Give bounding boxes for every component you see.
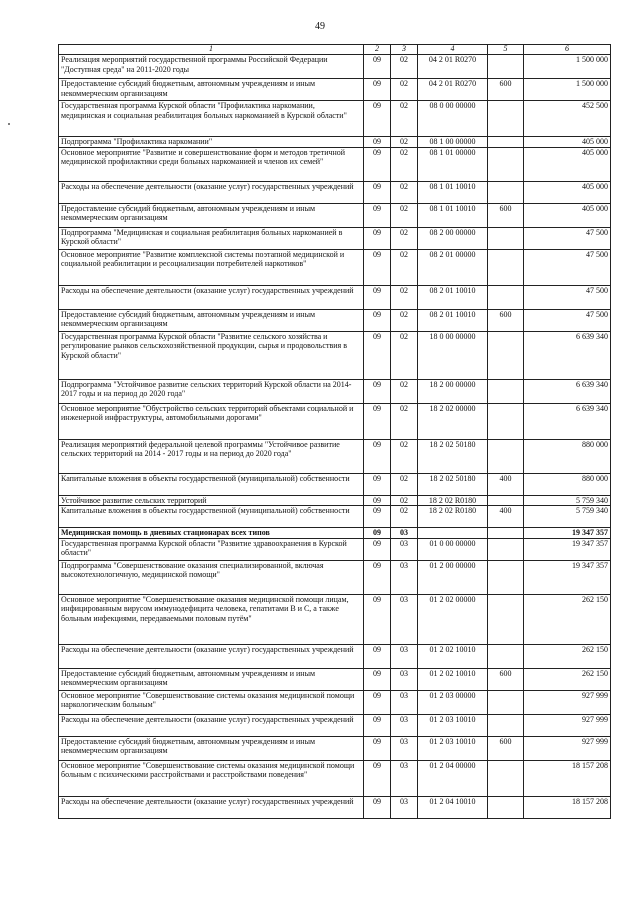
row-pr-cell: 02 (391, 439, 418, 473)
table-row (59, 379, 611, 403)
row-sum-cell: 880 000 (524, 439, 611, 473)
row-name-cell: Государственная программа Курской области "Развитие сельского хозяйства и регулирование рынков сельскохозяйственной продукции, сырья и продовольствия в Курской области" (59, 331, 364, 379)
row-pr-cell: 02 (391, 403, 418, 439)
row-sum-cell: 927 999 (524, 736, 611, 760)
row-sum-cell: 405 000 (524, 147, 611, 181)
table-row (59, 101, 611, 137)
row-csr-cell: 08 1 01 10010 (418, 181, 488, 203)
row-vr-cell (488, 594, 524, 644)
table-row (59, 147, 611, 181)
row-rz-cell: 09 (364, 137, 391, 148)
table-row (59, 644, 611, 668)
row-csr-cell: 08 1 00 00000 (418, 137, 488, 148)
table-row (59, 560, 611, 594)
row-sum-cell: 262 150 (524, 668, 611, 690)
row-sum-cell: 19 347 357 (524, 538, 611, 560)
row-rz-cell: 09 (364, 181, 391, 203)
table-row (59, 439, 611, 473)
row-vr-cell (488, 137, 524, 148)
row-csr-cell: 18 2 02 R0180 (418, 495, 488, 506)
row-csr-cell: 08 2 01 00000 (418, 249, 488, 285)
row-rz-cell: 09 (364, 594, 391, 644)
row-pr-cell: 02 (391, 227, 418, 249)
row-pr-cell: 02 (391, 473, 418, 495)
row-vr-cell (488, 538, 524, 560)
row-sum-cell: 19 347 357 (524, 560, 611, 594)
row-csr-cell: 01 2 03 00000 (418, 690, 488, 714)
row-pr-cell: 02 (391, 506, 418, 528)
table-row (59, 285, 611, 309)
table-row (59, 528, 611, 539)
row-name-cell: Расходы на обеспечение деятельности (оказание услуг) государственных учреждений (59, 714, 364, 736)
column-header-sum: 6 (524, 45, 611, 55)
row-pr-cell: 03 (391, 668, 418, 690)
page-number: 49 (315, 21, 325, 32)
row-rz-cell: 09 (364, 760, 391, 796)
row-csr-cell: 04 2 01 R0270 (418, 79, 488, 101)
row-name-cell: Реализация мероприятий государственной программы Российской Федерации "Доступная среда" на 2011-2020 годы (59, 55, 364, 79)
row-rz-cell: 09 (364, 331, 391, 379)
row-csr-cell: 18 2 00 00000 (418, 379, 488, 403)
row-sum-cell: 262 150 (524, 594, 611, 644)
table-row (59, 506, 611, 528)
row-rz-cell: 09 (364, 690, 391, 714)
row-name-cell: Основное мероприятие "Обустройство сельских территорий объектами социальной и инженерной инфраструктуры, автомобильными дорогами" (59, 403, 364, 439)
column-number-row (59, 45, 611, 55)
row-csr-cell: 01 2 02 00000 (418, 594, 488, 644)
row-pr-cell: 02 (391, 495, 418, 506)
row-vr-cell (488, 227, 524, 249)
row-csr-cell: 01 2 00 00000 (418, 560, 488, 594)
row-rz-cell: 09 (364, 506, 391, 528)
row-rz-cell: 09 (364, 309, 391, 331)
row-pr-cell: 03 (391, 690, 418, 714)
row-pr-cell: 03 (391, 760, 418, 796)
row-sum-cell: 1 500 000 (524, 79, 611, 101)
row-csr-cell: 01 2 04 10010 (418, 796, 488, 818)
row-rz-cell: 09 (364, 227, 391, 249)
row-rz-cell: 09 (364, 495, 391, 506)
row-rz-cell: 09 (364, 473, 391, 495)
row-sum-cell: 18 157 208 (524, 796, 611, 818)
row-csr-cell: 08 1 01 00000 (418, 147, 488, 181)
table-row (59, 403, 611, 439)
row-name-cell: Основное мероприятие "Совершенствование оказания медицинской помощи лицам, инфицированным вирусом иммунодефицита человека, гепатитами В и С, а также больным инфекциями, передаваемыми половым путём" (59, 594, 364, 644)
row-sum-cell: 47 500 (524, 309, 611, 331)
row-vr-cell (488, 55, 524, 79)
row-rz-cell: 09 (364, 538, 391, 560)
row-rz-cell: 09 (364, 668, 391, 690)
row-rz-cell: 09 (364, 403, 391, 439)
budget-table (58, 44, 611, 819)
row-pr-cell: 02 (391, 147, 418, 181)
table-row (59, 594, 611, 644)
row-rz-cell: 09 (364, 796, 391, 818)
column-header-vr: 5 (488, 45, 524, 55)
row-name-cell: Подпрограмма "Медицинская и социальная реабилитация больных наркоманией в Курской области" (59, 227, 364, 249)
row-csr-cell: 08 1 01 10010 (418, 203, 488, 227)
table-row (59, 137, 611, 148)
row-rz-cell: 09 (364, 147, 391, 181)
table-row (59, 714, 611, 736)
row-vr-cell: 600 (488, 736, 524, 760)
row-rz-cell: 09 (364, 714, 391, 736)
row-csr-cell: 18 2 02 R0180 (418, 506, 488, 528)
row-name-cell: Предоставление субсидий бюджетным, автономным учреждениям и иным некоммерческим организациям (59, 203, 364, 227)
row-csr-cell: 08 2 00 00000 (418, 227, 488, 249)
row-name-cell: Основное мероприятие "Развитие и совершенствование форм и методов третичной медицинской профилактики среди больных наркоманией и членов их семей" (59, 147, 364, 181)
row-pr-cell: 03 (391, 594, 418, 644)
row-name-cell: Основное мероприятие "Совершенствование системы оказания медицинской помощи наркологическим больным" (59, 690, 364, 714)
row-vr-cell (488, 690, 524, 714)
row-name-cell: Расходы на обеспечение деятельности (оказание услуг) государственных учреждений (59, 181, 364, 203)
row-csr-cell: 01 2 04 00000 (418, 760, 488, 796)
row-rz-cell: 09 (364, 203, 391, 227)
row-rz-cell: 09 (364, 101, 391, 137)
row-pr-cell: 02 (391, 79, 418, 101)
row-csr-cell (418, 528, 488, 539)
table-body (59, 55, 611, 819)
row-sum-cell: 262 150 (524, 644, 611, 668)
row-pr-cell: 02 (391, 181, 418, 203)
column-header-name: 1 (59, 45, 364, 55)
row-sum-cell: 47 500 (524, 285, 611, 309)
table-row (59, 331, 611, 379)
table-row (59, 796, 611, 818)
row-vr-cell (488, 181, 524, 203)
row-rz-cell: 09 (364, 560, 391, 594)
row-vr-cell: 400 (488, 506, 524, 528)
row-rz-cell: 09 (364, 439, 391, 473)
row-name-cell: Подпрограмма "Устойчивое развитие сельских территорий Курской области на 2014-2017 годы и на период до 2020 года" (59, 379, 364, 403)
row-pr-cell: 02 (391, 101, 418, 137)
row-sum-cell: 927 999 (524, 714, 611, 736)
row-rz-cell: 09 (364, 55, 391, 79)
row-vr-cell (488, 796, 524, 818)
table-row (59, 79, 611, 101)
row-name-cell: Расходы на обеспечение деятельности (оказание услуг) государственных учреждений (59, 796, 364, 818)
row-name-cell: Предоставление субсидий бюджетным, автономным учреждениям и иным некоммерческим организациям (59, 736, 364, 760)
row-csr-cell: 18 2 02 00000 (418, 403, 488, 439)
row-sum-cell: 47 500 (524, 249, 611, 285)
row-csr-cell: 08 2 01 10010 (418, 309, 488, 331)
row-pr-cell: 03 (391, 560, 418, 594)
row-pr-cell: 03 (391, 796, 418, 818)
row-pr-cell: 03 (391, 528, 418, 539)
row-sum-cell: 452 500 (524, 101, 611, 137)
table-row (59, 495, 611, 506)
row-name-cell: Предоставление субсидий бюджетным, автономным учреждениям и иным некоммерческим организациям (59, 309, 364, 331)
row-sum-cell: 405 000 (524, 137, 611, 148)
row-sum-cell: 1 500 000 (524, 55, 611, 79)
row-vr-cell (488, 285, 524, 309)
row-sum-cell: 6 639 340 (524, 379, 611, 403)
row-name-cell: Капитальные вложения в объекты государственной (муниципальной) собственности (59, 473, 364, 495)
row-name-cell: Устойчивое развитие сельских территорий (59, 495, 364, 506)
row-sum-cell: 5 759 340 (524, 495, 611, 506)
row-sum-cell: 6 639 340 (524, 331, 611, 379)
row-name-cell: Государственная программа Курской области "Развитие здравоохранения в Курской области" (59, 538, 364, 560)
row-name-cell: Медицинская помощь в дневных стационарах всех типов (59, 528, 364, 539)
column-header-rz: 2 (364, 45, 391, 55)
row-name-cell: Реализация мероприятий федеральной целевой программы "Устойчивое развитие сельских территорий на 2014 - 2017 годы и на период до 2020 года" (59, 439, 364, 473)
table-row (59, 668, 611, 690)
row-vr-cell (488, 249, 524, 285)
row-sum-cell: 5 759 340 (524, 506, 611, 528)
row-sum-cell: 927 999 (524, 690, 611, 714)
row-pr-cell: 02 (391, 285, 418, 309)
row-csr-cell: 08 2 01 10010 (418, 285, 488, 309)
row-sum-cell: 405 000 (524, 181, 611, 203)
row-sum-cell: 6 639 340 (524, 403, 611, 439)
row-pr-cell: 02 (391, 379, 418, 403)
row-csr-cell: 18 2 02 50180 (418, 473, 488, 495)
row-name-cell: Капитальные вложения в объекты государственной (муниципальной) собственности (59, 506, 364, 528)
table-row (59, 690, 611, 714)
row-vr-cell (488, 147, 524, 181)
table-row (59, 55, 611, 79)
row-rz-cell: 09 (364, 644, 391, 668)
row-name-cell: Расходы на обеспечение деятельности (оказание услуг) государственных учреждений (59, 644, 364, 668)
row-sum-cell: 405 000 (524, 203, 611, 227)
row-vr-cell (488, 403, 524, 439)
row-rz-cell: 09 (364, 249, 391, 285)
row-csr-cell: 01 2 02 10010 (418, 644, 488, 668)
row-rz-cell: 09 (364, 285, 391, 309)
column-header-csr: 4 (418, 45, 488, 55)
table-row (59, 249, 611, 285)
row-vr-cell (488, 379, 524, 403)
row-vr-cell (488, 495, 524, 506)
row-rz-cell: 09 (364, 736, 391, 760)
row-pr-cell: 02 (391, 309, 418, 331)
row-name-cell: Предоставление субсидий бюджетным, автономным учреждениям и иным некоммерческим организациям (59, 79, 364, 101)
row-sum-cell: 18 157 208 (524, 760, 611, 796)
row-rz-cell: 09 (364, 379, 391, 403)
row-sum-cell: 47 500 (524, 227, 611, 249)
row-rz-cell: 09 (364, 79, 391, 101)
row-pr-cell: 02 (391, 55, 418, 79)
row-name-cell: Основное мероприятие "Развитие комплексной системы поэтапной медицинской и социальной реабилитации и ресоциализации потребителей наркотиков" (59, 249, 364, 285)
row-pr-cell: 03 (391, 644, 418, 668)
row-vr-cell (488, 101, 524, 137)
row-sum-cell: 880 000 (524, 473, 611, 495)
row-pr-cell: 02 (391, 331, 418, 379)
row-name-cell: Государственная программа Курской области "Профилактика наркомании, медицинская и социальная реабилитация больных наркоманией в Курской области" (59, 101, 364, 137)
row-name-cell: Расходы на обеспечение деятельности (оказание услуг) государственных учреждений (59, 285, 364, 309)
row-csr-cell: 18 2 02 50180 (418, 439, 488, 473)
row-name-cell: Предоставление субсидий бюджетным, автономным учреждениям и иным некоммерческим организациям (59, 668, 364, 690)
row-name-cell: Основное мероприятие "Совершенствование системы оказания медицинской помощи больным с психическими расстройствами и расстройствами поведения" (59, 760, 364, 796)
table-row (59, 473, 611, 495)
table-row (59, 309, 611, 331)
row-pr-cell: 03 (391, 714, 418, 736)
row-pr-cell: 02 (391, 203, 418, 227)
table-row (59, 538, 611, 560)
row-csr-cell: 01 0 00 00000 (418, 538, 488, 560)
row-csr-cell: 01 2 03 10010 (418, 736, 488, 760)
row-name-cell: Подпрограмма "Совершенствование оказания специализированной, включая высокотехнологичную, медицинской помощи" (59, 560, 364, 594)
row-pr-cell: 03 (391, 736, 418, 760)
row-vr-cell: 600 (488, 668, 524, 690)
row-vr-cell (488, 560, 524, 594)
row-csr-cell: 01 2 02 10010 (418, 668, 488, 690)
table-row (59, 760, 611, 796)
row-pr-cell: 02 (391, 137, 418, 148)
row-pr-cell: 03 (391, 538, 418, 560)
row-csr-cell: 18 0 00 00000 (418, 331, 488, 379)
row-rz-cell: 09 (364, 528, 391, 539)
table-row (59, 736, 611, 760)
table-row (59, 181, 611, 203)
row-vr-cell (488, 331, 524, 379)
table-row (59, 203, 611, 227)
scan-speck (8, 123, 10, 125)
row-csr-cell: 04 2 01 R0270 (418, 55, 488, 79)
row-vr-cell (488, 714, 524, 736)
row-csr-cell: 08 0 00 00000 (418, 101, 488, 137)
row-vr-cell (488, 439, 524, 473)
table-row (59, 227, 611, 249)
column-header-pr: 3 (391, 45, 418, 55)
row-csr-cell: 01 2 03 10010 (418, 714, 488, 736)
row-name-cell: Подпрограмма "Профилактика наркомании" (59, 137, 364, 148)
row-sum-cell: 19 347 357 (524, 528, 611, 539)
row-vr-cell: 600 (488, 79, 524, 101)
row-vr-cell: 600 (488, 309, 524, 331)
row-vr-cell (488, 644, 524, 668)
row-vr-cell: 400 (488, 473, 524, 495)
row-pr-cell: 02 (391, 249, 418, 285)
row-vr-cell: 600 (488, 203, 524, 227)
row-vr-cell (488, 528, 524, 539)
row-vr-cell (488, 760, 524, 796)
